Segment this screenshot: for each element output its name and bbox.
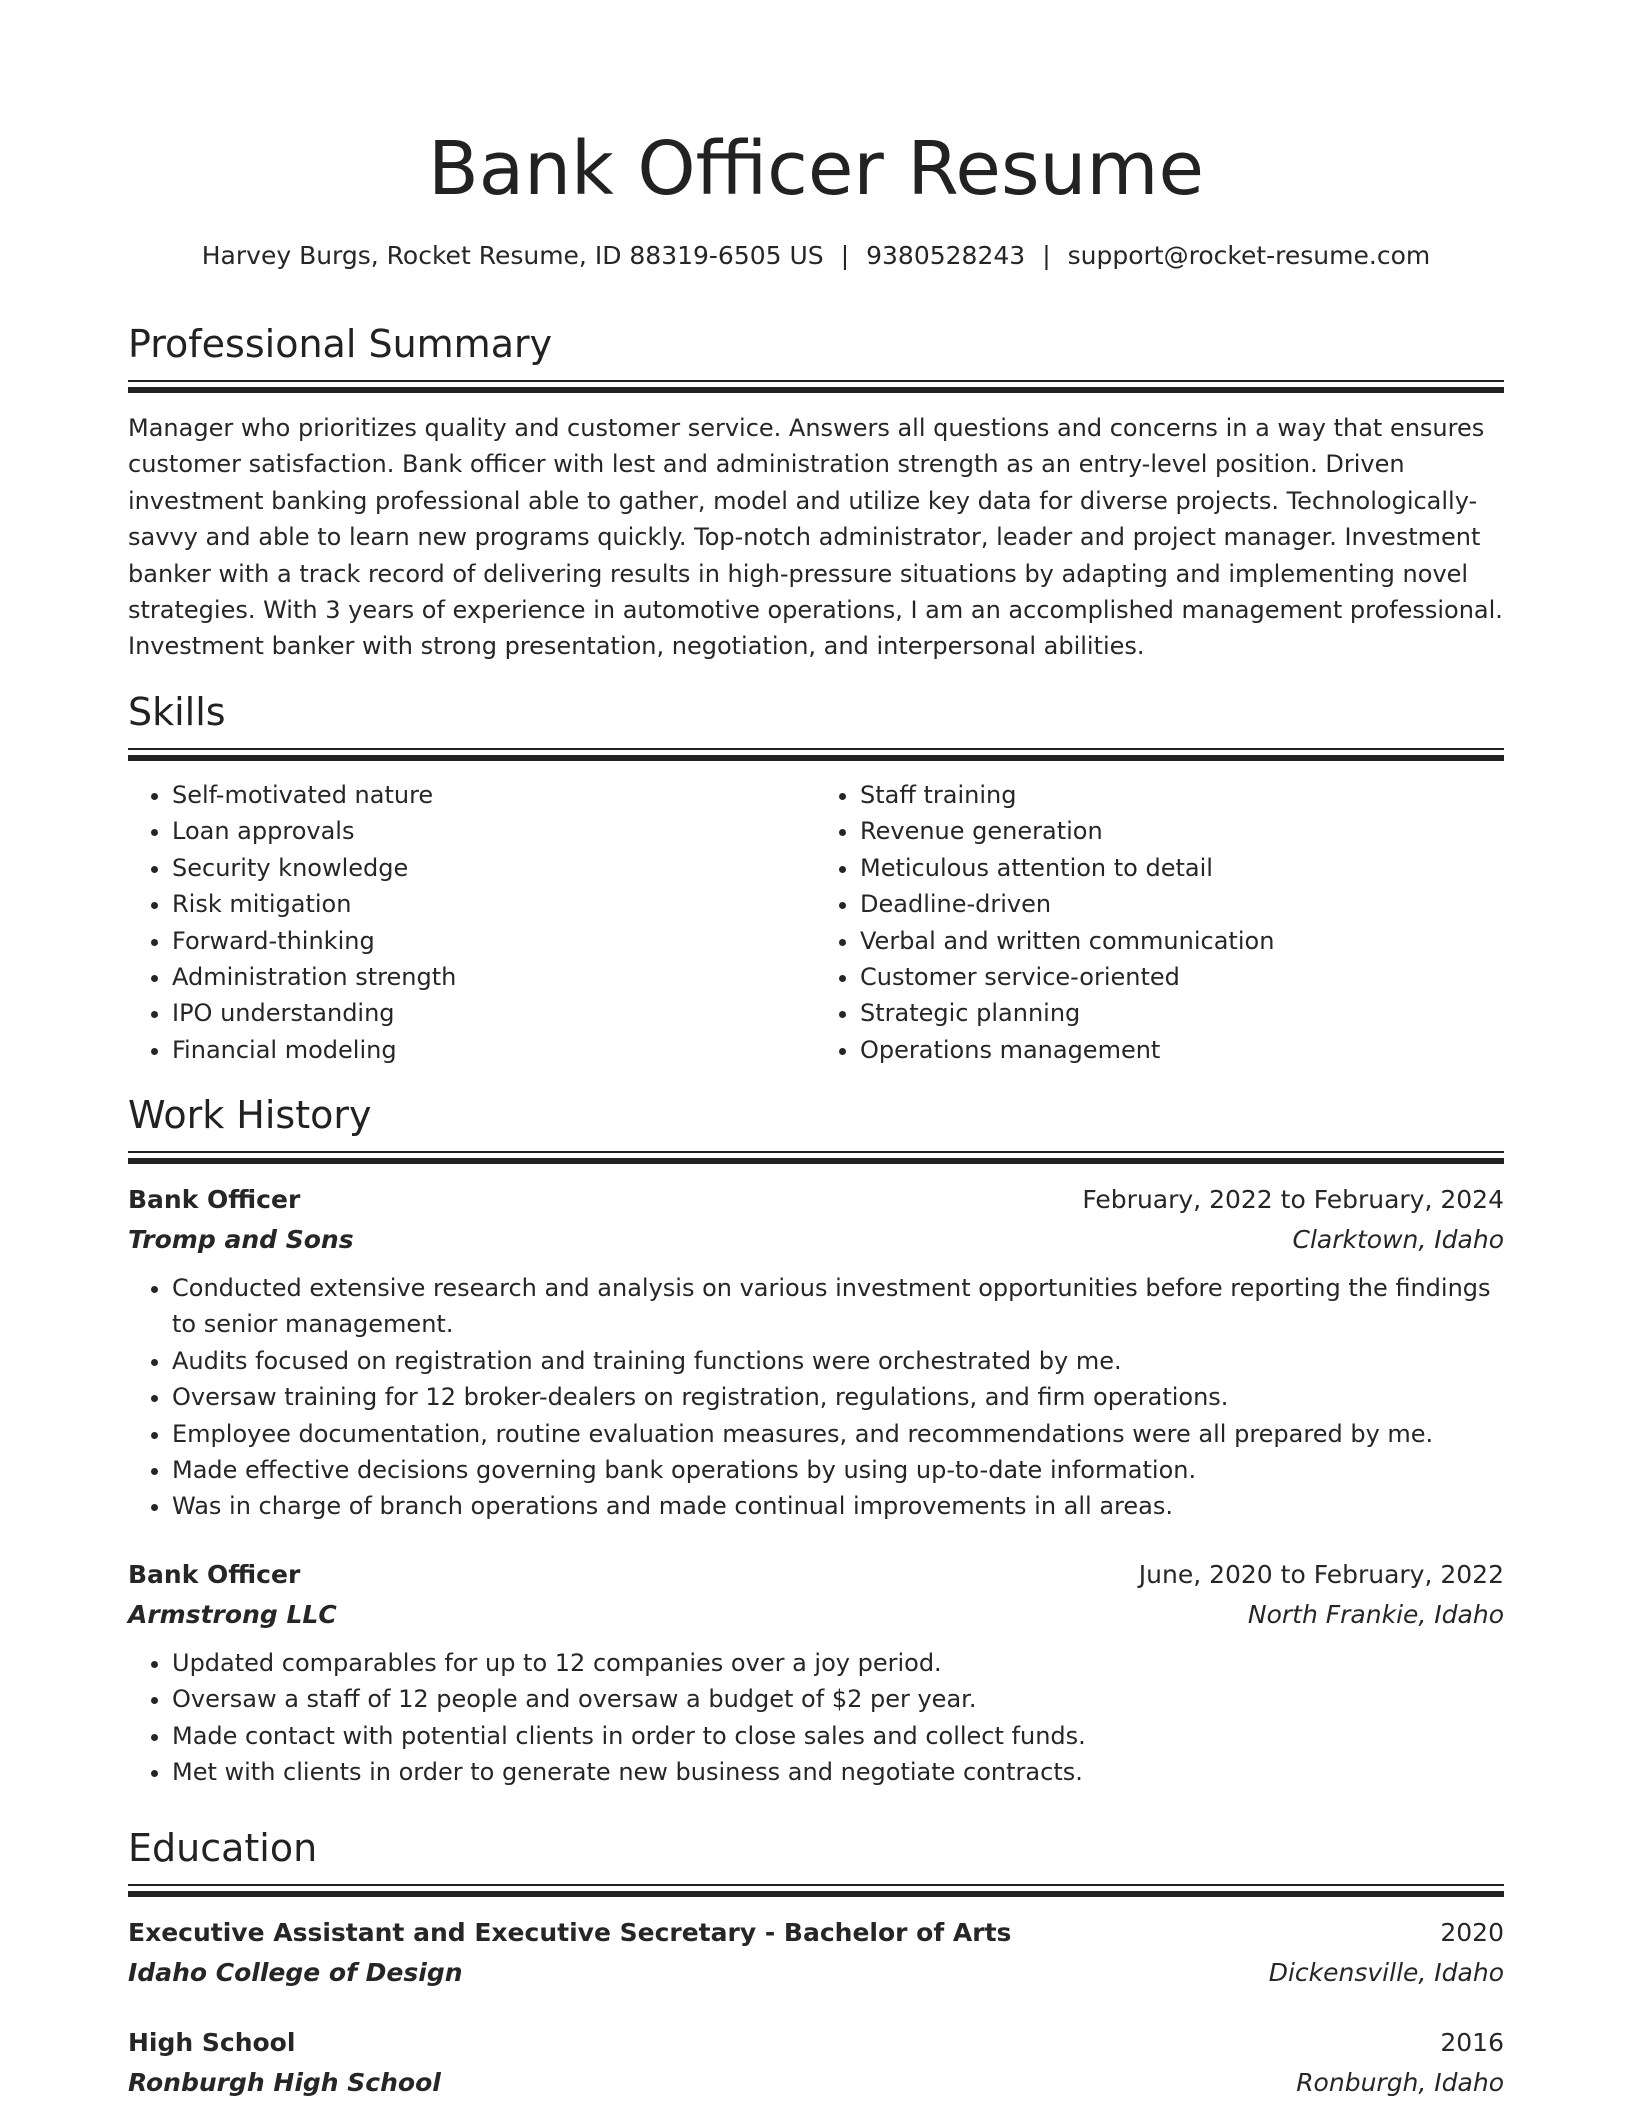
skill-item: • Self-motivated nature [172, 777, 816, 813]
skills-right-list [816, 777, 1504, 1068]
job-title: Bank Officer [128, 1185, 301, 1214]
skill-item: • Strategic planning [860, 995, 1504, 1031]
work-section [128, 1089, 1504, 1790]
skill-item: • Customer service-oriented [860, 959, 1504, 995]
skill-item: • Staff training [860, 777, 1504, 813]
education-school: Ronburgh High School [128, 2068, 441, 2097]
job-bullet: • Employee documentation, routine evaluation measures, and recommendations were all prepared by me. [172, 1416, 1504, 1452]
job-location: North Frankie, Idaho [1247, 1599, 1504, 1629]
skill-item: • Loan approvals [172, 813, 816, 849]
skills-heading: Skills [128, 690, 226, 734]
skill-item: • Administration strength [172, 959, 816, 995]
job-bullet: • Made effective decisions governing bank operations by using up-to-date information. [172, 1452, 1504, 1488]
summary-text: Manager who prioritizes quality and customer service. Answers all questions and concerns in a way that ensures customer satisfaction. Bank officer with lest and administration strength as an entry-level position. Driven investment banking professional able to gather, model and utilize key data for diverse projects. Technologically-savvy and able to learn new programs quickly. Top-notch administrator, leader and project manager. Investment banker with a track record of delivering results in high-pressure situations by adapting and implementing novel strategies. With 3 years of experience in automotive operations, I am an accomplished management professional. Investment banker with strong presentation, negotiation, and interpersonal abilities. [128, 414, 1503, 661]
education-location: Dickensville, Idaho [1268, 1958, 1504, 1987]
skill-item: • Financial modeling [172, 1032, 816, 1068]
contact-line [128, 238, 1504, 274]
job-location: Clarktown, Idaho [1292, 1225, 1504, 1254]
section-divider [128, 748, 1504, 750]
job-dates: June, 2020 to February, 2022 [1138, 1559, 1504, 1589]
job-bullet: • Updated comparables for up to 12 companies over a joy period. [172, 1645, 1504, 1681]
section-divider [128, 380, 1504, 382]
job-title: Bank Officer [128, 1559, 301, 1589]
job-bullet: • Oversaw a staff of 12 people and oversaw a budget of $2 per year. [172, 1681, 1504, 1717]
skill-item: • Operations management [860, 1032, 1504, 1068]
education-heading: Education [128, 1826, 318, 1870]
education-school: Idaho College of Design [128, 1958, 463, 1987]
skills-left-list [128, 777, 816, 1068]
job-bullet: • Conducted extensive research and analysis on various investment opportunities before reporting the findings to senior management. [172, 1270, 1504, 1343]
education-entry [128, 2023, 1504, 2103]
job-bullet: • Oversaw training for 12 broker-dealers on registration, regulations, and firm operations. [172, 1379, 1504, 1415]
education-year: 2020 [1440, 1918, 1504, 1947]
skills-section [128, 686, 1504, 1068]
education-year: 2016 [1440, 2028, 1504, 2057]
section-divider [128, 1884, 1504, 1886]
contact-separator: | [1042, 241, 1051, 270]
contact-address: Harvey Burgs, Rocket Resume, ID 88319-6505 US [201, 241, 824, 270]
section-divider [128, 755, 1504, 761]
education-degree: High School [128, 2028, 296, 2057]
summary-section [128, 318, 1504, 665]
section-divider [128, 1158, 1504, 1164]
skill-item: • Risk mitigation [172, 886, 816, 922]
contact-separator: | [840, 241, 850, 270]
education-degree: Executive Assistant and Executive Secretary - Bachelor of Arts [128, 1918, 1012, 1947]
work-heading: Work History [128, 1093, 372, 1137]
job-entry [128, 1555, 1504, 1791]
skill-item: • Deadline-driven [860, 886, 1504, 922]
job-bullets [128, 1270, 1504, 1525]
section-divider [128, 1891, 1504, 1897]
skill-item: • IPO understanding [172, 995, 816, 1031]
education-entry [128, 1913, 1504, 1993]
job-bullet: • Audits focused on registration and training functions were orchestrated by me. [172, 1343, 1504, 1379]
skill-item: • Meticulous attention to detail [860, 850, 1504, 886]
education-location: Ronburgh, Idaho [1296, 2068, 1504, 2097]
job-dates: February, 2022 to February, 2024 [1082, 1185, 1504, 1214]
skill-item: • Revenue generation [860, 813, 1504, 849]
job-entry [128, 1180, 1504, 1525]
education-section [128, 1822, 1504, 2103]
skill-item: • Security knowledge [172, 850, 816, 886]
skill-item: • Verbal and written communication [860, 923, 1504, 959]
contact-phone: 9380528243 [866, 241, 1026, 270]
job-bullet: • Made contact with potential clients in order to close sales and collect funds. [172, 1718, 1504, 1754]
contact-email: support@rocket-resume.com [1067, 241, 1431, 270]
job-bullet: • Met with clients in order to generate new business and negotiate contracts. [172, 1754, 1504, 1790]
job-company: Tromp and Sons [128, 1225, 354, 1254]
job-bullet: • Was in charge of branch operations and made continual improvements in all areas. [172, 1488, 1504, 1524]
skill-item: • Forward-thinking [172, 923, 816, 959]
section-divider [128, 387, 1504, 393]
section-divider [128, 1151, 1504, 1153]
resume-title: Bank Officer Resume [427, 126, 1205, 212]
summary-heading: Professional Summary [128, 322, 553, 366]
skills-columns [128, 777, 1504, 1068]
job-company: Armstrong LLC [128, 1599, 337, 1629]
job-bullets [128, 1645, 1504, 1791]
